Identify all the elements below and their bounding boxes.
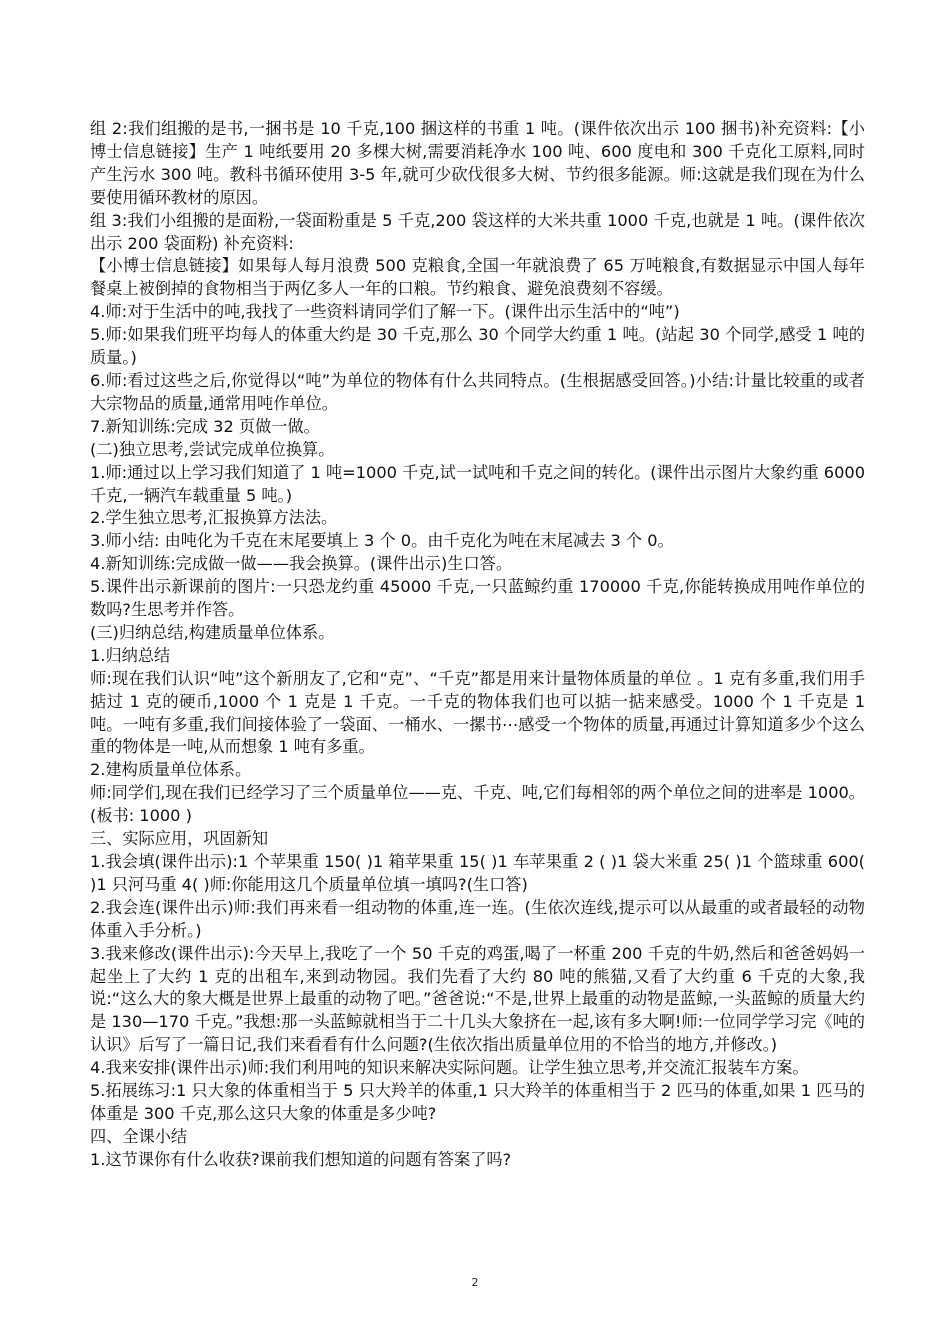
paragraph-group3-flour: 组 3:我们小组搬的是面粉,一袋面粉重是 5 千克,200 袋这样的大米共重 1000 千克,也就是 1 吨。(课件依次出示 200 袋面粉) 补充资料: (90, 210, 865, 253)
paragraph-conversion-5: 5.课件出示新课前的图片:一只恐龙约重 45000 千克,一只蓝鲸约重 170000 千克,你能转换成用吨作单位的数吗?生思考并作答。 (90, 577, 865, 620)
section-heading-application: 三、实际应用，巩固新知 (90, 829, 269, 849)
subheading-unit-system: 2.建构质量单位体系。 (90, 760, 252, 780)
page-number: 2 (471, 1276, 479, 1289)
paragraph-step6: 6.师:看过这些之后,你觉得以“吨”为单位的物体有什么共同特点。(生根据感受回答。)小结:计量比较重的或者大宗物品的质量,通常用吨作单位。 (90, 370, 865, 413)
paragraph-step7: 7.新知训练:完成 32 页做一做。 (90, 416, 320, 436)
document-body (90, 118, 865, 1172)
paragraph-practice-fill: 1.我会填(课件出示):1 个苹果重 150( )1 箱苹果重 15( )1 车苹果重 2 ( )1 袋大米重 25( )1 个篮球重 600( )1 只河马重 4( )师:你能用这几个质量单位填一填吗?(生口答) (90, 852, 865, 894)
subheading-summary: 1.归纳总结 (90, 645, 171, 665)
paragraph-info-link-food: 【小博士信息链接】如果每人每月浪费 500 克粮食,全国一年就浪费了 65 万吨粮食,有数据显示中国人每年餐桌上被倒掉的食物相当于两亿多人一年的口粮。节约粮食、避免浪费刻不容缓。 (90, 256, 865, 299)
paragraph-group2-books: 组 2:我们组搬的是书,一捆书是 10 千克,100 捆这样的书重 1 吨。(课件依次出示 100 捆书)补充资料:【小博士信息链接】生产 1 吨纸要用 20 多棵大树,需要消耗净水 100 吨、600 度电和 300 千克化工原料,同时产生污水 300 吨。教科书循环使用 3-5 年,就可少砍伐很多大树、节约很多能源。师:这就是我们现在为什么要使用循环教材的原因。 (90, 119, 865, 207)
paragraph-summary-teacher: 师:现在我们认识“吨”这个新朋友了,它和“克”、“千克”都是用来计量物体质量的单位 。1 克有多重,我们用手掂过 1 克的硬币,1000 个 1 克是 1 千克。一千克的物体我们也可以掂一掂来感受。1000 个 1 千克是 1 吨。一吨有多重,我们间接体验了一袋面、一桶水、一摞书⋯感受一个物体的质量,再通过计算知道多少个这么重的物体是一吨,从而想象 1 吨有多重。 (90, 668, 865, 757)
section-heading-lesson-summary: 四、全课小结 (90, 1126, 188, 1146)
paragraph-practice-connect: 2.我会连(课件出示)师:我们再来看一组动物的体重,连一连。(生依次连线,提示可以从最重的或者最轻的动物体重入手分析。) (90, 897, 865, 940)
section-heading-summary: (三)归纳总结,构建质量单位体系。 (90, 622, 335, 642)
paragraph-step5: 5.师:如果我们班平均每人的体重大约是 30 千克,那么 30 个同学大约重 1 吨。(站起 30 个同学,感受 1 吨的质量。) (90, 325, 865, 368)
paragraph-lesson-summary: 1.这节课你有什么收获?课前我们想知道的问题有答案了吗? (90, 1149, 512, 1169)
paragraph-conversion-2: 2.学生独立思考,汇报换算方法法。 (90, 508, 338, 528)
paragraph-practice-correct: 3.我来修改(课件出示):今天早上,我吃了一个 50 千克的鸡蛋,喝了一杯重 200 千克的牛奶,然后和爸爸妈妈一起坐上了大约 1 克的出租车,来到动物园。我们先看了大约 80 吨的熊猫,又看了大约重 6 千克的大象,我说:“这么大的象大概是世界上最重的动物了吧。”爸爸说:“不是,世界上最重的动物是蓝鲸,一头蓝鲸的质量大约是 130—170 千克。”我想:那一头蓝鲸就相当于二十几头大象挤在一起,该有多大啊!师:一位同学学习完《吨的认识》后写了一篇日记,我们来看看有什么问题?(生依次指出质量单位用的不恰当的地方,并修改。) (90, 943, 865, 1055)
paragraph-practice-arrange: 4.我来安排(课件出示)师:我们利用吨的知识来解决实际问题。让学生独立思考,并交流汇报装车方案。 (90, 1058, 809, 1078)
paragraph-conversion-1: 1.师:通过以上学习我们知道了 1 吨=1000 千克,试一试吨和千克之间的转化。(课件出示图片大象约重 6000 千克,一辆汽车载重量 5 吨。) (90, 462, 865, 505)
paragraph-unit-system: 师:同学们,现在我们已经学习了三个质量单位——克、千克、吨,它们每相邻的两个单位之间的进率是 1000。(板书: 1000 ) (90, 783, 865, 826)
paragraph-conversion-4: 4.新知训练:完成做一做——我会换算。(课件出示)生口答。 (90, 554, 513, 574)
paragraph-practice-extend: 5.拓展练习:1 只大象的体重相当于 5 只大羚羊的体重,1 只大羚羊的体重相当于 2 匹马的体重,如果 1 匹马的体重是 300 千克,那么这只大象的体重是多少吨? (90, 1081, 865, 1123)
paragraph-conversion-3: 3.师小结: 由吨化为千克在末尾要填上 3 个 0。由千克化为吨在末尾减去 3 个 0。 (90, 531, 674, 551)
section-heading-independent-thinking: (二)独立思考,尝试完成单位换算。 (90, 439, 335, 459)
paragraph-step4: 4.师:对于生活中的吨,我找了一些资料请同学们了解一下。(课件出示生活中的“吨”) (90, 302, 680, 322)
